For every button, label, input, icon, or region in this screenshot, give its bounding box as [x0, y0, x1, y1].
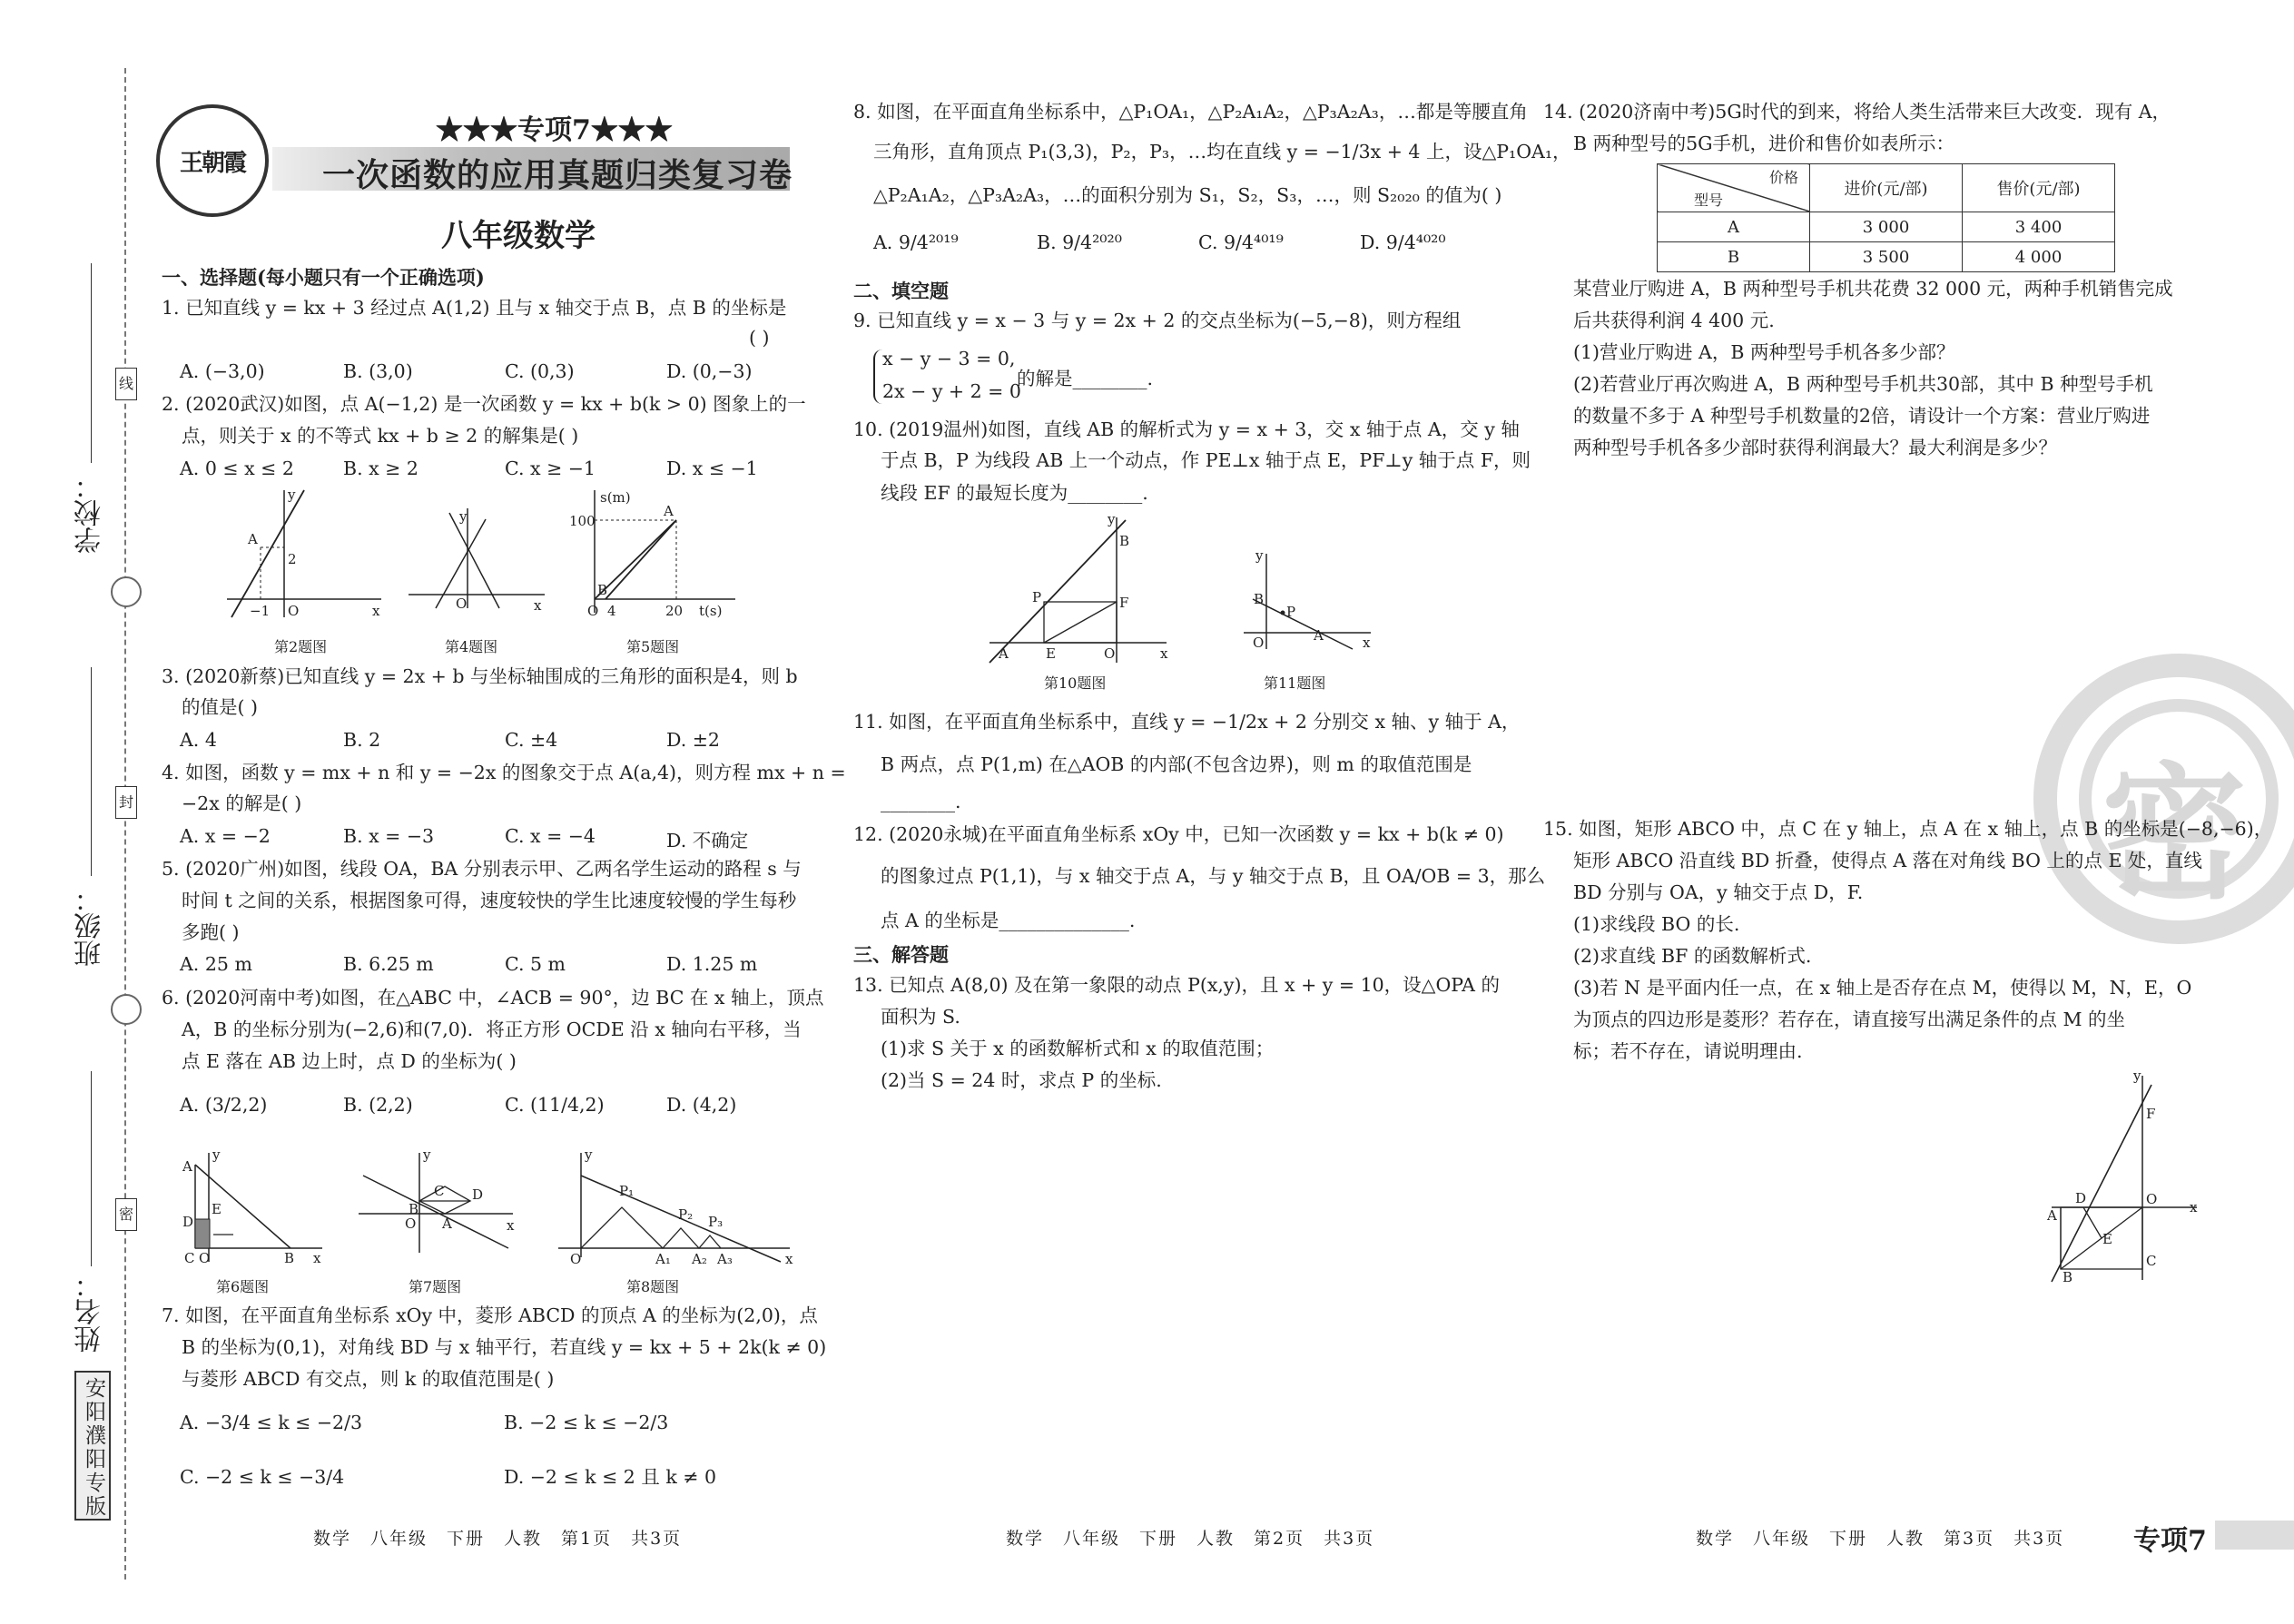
q8-text-1: 8. 如图，在平面直角坐标系中，△P₁OA₁，△P₂A₁A₂，△P₃A₂A₃，…都是等腰直角 — [853, 101, 1528, 123]
fig8-label-a3: A₃ — [717, 1251, 733, 1267]
q2-option-b: B. x ≥ 2 — [343, 458, 418, 479]
fig7-label-b: B — [409, 1201, 419, 1217]
table-row — [1658, 242, 2115, 272]
caption-fig10: 第10题图 — [1044, 674, 1107, 692]
q15-text-7: 为顶点的四边形是菱形？若存在，请直接写出满足条件的点 M 的坐 — [1573, 1009, 2126, 1030]
figure-8 — [554, 1148, 794, 1266]
q2-options — [180, 458, 758, 479]
q13-text-1: 13. 已知点 A(8,0) 及在第一象限的动点 P(x,y)，且 x + y = 10，设△OPA 的 — [853, 974, 1500, 996]
q9-brace — [873, 349, 882, 404]
fig15-label-a: A — [2047, 1207, 2057, 1224]
fig15-label-e: E — [2102, 1231, 2112, 1247]
q4-option-b: B. x = −3 — [343, 825, 435, 847]
q15-text-1: 15. 如图，矩形 ABCO 中，点 C 在 y 轴上，点 A 在 x 轴上，点 B 的坐标是(−8,−6)， — [1543, 818, 2273, 840]
q5-text-1: 5. (2020广州)如图，线段 OA，BA 分别表示甲、乙两名学生运动的路程 s 与 — [162, 858, 802, 880]
q8-text-3: △P₂A₁A₂，△P₃A₂A₃，…的面积分别为 S₁，S₂，S₃，…，则 S₂₀₂₀ 的值为( ) — [873, 184, 1502, 206]
fig10-label-x: x — [1160, 645, 1168, 662]
q1-option-b: B. (3,0) — [343, 360, 413, 382]
q6-option-d: D. (4,2) — [666, 1094, 737, 1116]
binding-dashed-line — [124, 68, 126, 1580]
seal-mark-line: 线 — [115, 368, 137, 400]
q3-option-b: B. 2 — [343, 729, 381, 751]
q6-option-b: B. (2,2) — [343, 1094, 413, 1116]
q7-option-d: D. −2 ≤ k ≤ 2 且 k ≠ 0 — [504, 1466, 717, 1488]
q4-option-a: A. x = −2 — [180, 825, 271, 847]
fig6-label-o: O — [199, 1250, 211, 1266]
q12-text-3: 点 A 的坐标是______________. — [881, 910, 1136, 931]
table-cell-cost: 3 000 — [1810, 212, 1963, 242]
q14-text-1: 14. (2020济南中考)5G时代的到来，将给人类生活带来巨大改变．现有 A， — [1543, 101, 2171, 123]
fig7-label-o: O — [405, 1216, 417, 1232]
fig7-label-x: x — [507, 1217, 515, 1234]
fig8-label-p1: P₁ — [619, 1183, 635, 1199]
fig15-label-y: y — [2133, 1068, 2141, 1084]
caption-fig5: 第5题图 — [626, 638, 680, 655]
q1-option-a: A. (−3,0) — [180, 360, 265, 382]
q3-text-2: 的值是( ) — [182, 696, 259, 718]
fig2-label-x: x — [372, 603, 380, 619]
fig8-label-p2: P₂ — [678, 1206, 694, 1223]
fig15-label-x: x — [2190, 1199, 2198, 1216]
q15-text-5: (2)求直线 BF 的函数解析式. — [1573, 945, 1812, 967]
series-title: ★★★专项7★★★ — [436, 114, 673, 146]
fig8-label-p3: P₃ — [708, 1214, 724, 1230]
fig10-label-e: E — [1046, 645, 1056, 662]
section-choice: 一、选择题(每小题只有一个正确选项) — [162, 266, 485, 289]
q14-text-7: 的数量不多于 A 种型号手机数量的2倍，请设计一个方案：营业厅购进 — [1573, 405, 2151, 427]
fig8-label-x: x — [785, 1251, 793, 1267]
q7-text-2: B 的坐标为(0,1)，对角线 BD 与 x 轴平行，若直线 y = kx + 5 + 2k(k ≠ 0) — [182, 1336, 827, 1358]
fig5-label-o: O — [587, 603, 599, 619]
q3-text-1: 3. (2020新蔡)已知直线 y = 2x + b 与坐标轴围成的三角形的面积是4，则 b — [162, 665, 798, 687]
q1-option-d: D. (0,−3) — [666, 360, 753, 382]
caption-fig7: 第7题图 — [409, 1278, 462, 1295]
q4-text-1: 4. 如图，函数 y = mx + n 和 y = −2x 的图象交于点 A(a,4)，则方程 mx + n = — [162, 762, 846, 783]
q5-option-b: B. 6.25 m — [343, 953, 434, 975]
figure-4 — [409, 508, 549, 613]
fig5-label-b: B — [597, 582, 608, 598]
fig5-label-4: 4 — [607, 603, 616, 619]
fig6-label-a: A — [182, 1158, 192, 1175]
fig11-label-o: O — [1253, 635, 1265, 651]
q3-option-d: D. ±2 — [666, 729, 720, 751]
table-header-cost: 进价(元/部) — [1810, 164, 1963, 212]
fig10-label-y: y — [1108, 511, 1116, 527]
fig8-label-o: O — [570, 1251, 582, 1267]
fig6-label-b: B — [284, 1250, 295, 1266]
caption-fig2: 第2题图 — [274, 638, 328, 655]
q4-option-c: C. x = −4 — [505, 825, 596, 847]
q11-text-1: 11. 如图，在平面直角坐标系中，直线 y = −1/2x + 2 分别交 x 轴、y 轴于 A， — [853, 711, 1521, 733]
table-corner — [1658, 164, 1810, 212]
q14-text-3: 某营业厅购进 A，B 两种型号手机共花费 32 000 元，两种手机销售完成 — [1573, 278, 2173, 300]
fig10-label-f: F — [1119, 595, 1129, 611]
name-blank — [91, 1071, 92, 1266]
fig5-label-20: 20 — [665, 603, 684, 619]
brand-logo: 王朝霞 — [156, 104, 269, 217]
figure-10 — [989, 513, 1171, 667]
fig7-label-y: y — [423, 1147, 431, 1163]
q10-text-3: 线段 EF 的最短长度为________. — [881, 482, 1148, 504]
q2-option-c: C. x ≥ −1 — [505, 458, 596, 479]
q15-text-8: 标；若不存在，请说明理由. — [1573, 1040, 1803, 1062]
q7-option-b: B. −2 ≤ k ≤ −2/3 — [504, 1412, 669, 1433]
table-cell-price: 3 400 — [1963, 212, 2115, 242]
q1-blank: ( ) — [749, 327, 770, 349]
table-row — [1658, 212, 2115, 242]
q10-text-2: 于点 B，P 为线段 AB 上一个动点，作 PE⊥x 轴于点 E，PF⊥y 轴于点 F，则 — [881, 449, 1531, 471]
fig4-label-y: y — [459, 508, 468, 525]
table-corner-bottom: 型号 — [1694, 192, 1724, 209]
q11-text-2: B 两点，点 P(1,m) 在△AOB 的内部(不包含边界)，则 m 的取值范围是 — [881, 753, 1472, 775]
fig6-label-x: x — [313, 1250, 321, 1266]
q3-options — [180, 729, 720, 751]
fig2-label-y: y — [288, 487, 296, 503]
watermark-glyph: 密 — [2102, 748, 2248, 919]
school-label: 学校： — [74, 472, 106, 554]
caption-fig4: 第4题图 — [445, 638, 498, 655]
fig5-label-100: 100 — [569, 513, 596, 529]
q9-equation-2: 2x − y + 2 = 0 — [882, 380, 1021, 402]
q4-option-d: D. 不确定 — [666, 830, 749, 851]
q5-option-c: C. 5 m — [505, 953, 566, 975]
binding-hole-icon — [111, 576, 142, 607]
subject-title: 八年级数学 — [441, 218, 596, 254]
footer-tag-bar — [2215, 1521, 2294, 1550]
seal-mark-secret: 密 — [115, 1198, 137, 1231]
fig2-label-a: A — [248, 531, 258, 547]
fig10-label-o: O — [1104, 645, 1116, 662]
q4-options — [180, 825, 748, 852]
table-header-price: 售价(元/部) — [1963, 164, 2115, 212]
q9-equation-1: x − y − 3 = 0, — [882, 348, 1016, 369]
q2-option-d: D. x ≤ −1 — [666, 458, 758, 479]
fig10-label-p: P — [1032, 589, 1042, 605]
fig8-label-y: y — [585, 1147, 593, 1163]
q8-text-2: 三角形，直角顶点 P₁(3,3)，P₂，P₃，…均在直线 y = −1/3x + 4 上，设△P₁OA₁， — [873, 141, 1571, 162]
q5-options — [180, 953, 757, 975]
fig15-label-c: C — [2146, 1253, 2157, 1269]
figure-15 — [2043, 1068, 2201, 1285]
q9-tail: 的解是________. — [1017, 368, 1154, 389]
q10-text-1: 10. (2019温州)如图，直线 AB 的解析式为 y = x + 3，交 x 轴于点 A，交 y 轴 — [853, 418, 1520, 440]
fig11-label-p: P — [1286, 604, 1296, 620]
seal-mark-seal: 封 — [115, 786, 137, 819]
q5-text-3: 多跑( ) — [182, 921, 240, 943]
caption-fig6: 第6题图 — [216, 1278, 270, 1295]
fig11-label-b: B — [1254, 591, 1265, 607]
table-cell-model: B — [1658, 242, 1810, 272]
q15-text-3: BD 分别与 OA，y 轴交于点 D，F. — [1573, 881, 1864, 903]
q15-text-6: (3)若 N 是平面内任一点，在 x 轴上是否存在点 M，使得以 M，N，E，O — [1573, 977, 2192, 999]
figure-6 — [177, 1148, 327, 1266]
section-answer: 三、解答题 — [853, 943, 949, 966]
q3-option-c: C. ±4 — [505, 729, 558, 751]
q13-text-4: (2)当 S = 24 时，求点 P 的坐标. — [881, 1069, 1162, 1091]
caption-fig8: 第8题图 — [626, 1278, 680, 1295]
q15-text-2: 矩形 ABCO 沿直线 BD 折叠，使得点 A 落在对角线 BO 上的点 E 处，直线 — [1573, 850, 2202, 871]
q2-option-a: A. 0 ≤ x ≤ 2 — [180, 458, 294, 479]
q8-option-d: D. 9/4⁴⁰²⁰ — [1360, 231, 1446, 253]
fig8-label-a1: A₁ — [655, 1251, 671, 1267]
fig11-label-a: A — [1314, 627, 1324, 644]
fig6-label-e: E — [212, 1201, 222, 1217]
q3-option-a: A. 4 — [180, 729, 217, 751]
fig11-label-y: y — [1255, 547, 1264, 564]
q8-options — [873, 231, 1446, 253]
fig10-label-a: A — [999, 645, 1009, 662]
fig5-label-a: A — [664, 503, 674, 519]
q5-text-2: 时间 t 之间的关系，根据图象可得，速度较快的学生比速度较慢的学生每秒 — [182, 890, 797, 911]
figure-11 — [1239, 549, 1375, 658]
fig15-label-b: B — [2063, 1269, 2073, 1285]
figure-2 — [222, 486, 386, 622]
name-label: 姓名： — [74, 1271, 106, 1353]
footer-page-2: 数学 八年级 下册 人教 第2页 共3页 — [1006, 1529, 1375, 1549]
q14-text-5: (1)营业厅购进 A，B 两种型号手机各多少部？ — [1573, 341, 1955, 363]
figure-7 — [354, 1148, 517, 1257]
figure-5 — [567, 486, 740, 622]
q1-options — [180, 360, 753, 382]
fig5-label-t: t(s) — [699, 603, 723, 619]
fig2-label-o: O — [288, 603, 300, 619]
edition-label: 安阳濮阳专版 — [74, 1371, 111, 1521]
caption-fig11: 第11题图 — [1264, 674, 1326, 692]
class-blank — [91, 667, 92, 876]
q8-option-a: A. 9/4²⁰¹⁹ — [873, 231, 959, 253]
fig11-label-x: x — [1363, 635, 1371, 651]
q13-text-3: (1)求 S 关于 x 的函数解析式和 x 的取值范围； — [881, 1038, 1275, 1059]
q13-text-2: 面积为 S. — [881, 1006, 960, 1028]
section-fill: 二、填空题 — [853, 280, 949, 302]
q6-options — [180, 1094, 736, 1116]
price-table — [1657, 163, 2115, 272]
q6-option-a: A. (3/2,2) — [180, 1094, 268, 1116]
fig15-label-f: F — [2146, 1106, 2156, 1122]
q14-text-8: 两种型号手机各多少部时获得利润最大？最大利润是多少？ — [1573, 437, 2057, 458]
fig10-label-b: B — [1119, 533, 1130, 549]
q6-text-1: 6. (2020河南中考)如图，在△ABC 中，∠ACB = 90°，边 BC 在 x 轴上，顶点 — [162, 987, 824, 1009]
q14-text-6: (2)若营业厅再次购进 A，B 两种型号手机共30部，其中 B 种型号手机 — [1573, 373, 2153, 395]
q6-text-3: 点 E 落在 AB 边上时，点 D 的坐标为( ) — [182, 1050, 517, 1072]
q14-text-2: B 两种型号的5G手机，进价和售价如表所示： — [1573, 133, 1954, 154]
paper-title: 一次函数的应用真题归类复习卷 — [322, 156, 793, 194]
q7-option-c: C. −2 ≤ k ≤ −3/4 — [180, 1466, 345, 1488]
fig6-label-y: y — [212, 1147, 221, 1163]
fig2-label-2: 2 — [288, 551, 297, 567]
fig8-label-a2: A₂ — [692, 1251, 707, 1267]
q8-option-b: B. 9/4²⁰²⁰ — [1037, 231, 1122, 253]
fig6-label-d: D — [182, 1214, 194, 1230]
q2-text-2: 点，则关于 x 的不等式 kx + b ≥ 2 的解集是( ) — [182, 425, 579, 447]
fig7-label-d: D — [472, 1186, 484, 1203]
fig15-label-o: O — [2146, 1191, 2158, 1207]
fig7-label-c: C — [434, 1183, 445, 1199]
q5-option-a: A. 25 m — [180, 953, 252, 975]
q7-text-3: 与菱形 ABCD 有交点，则 k 的取值范围是( ) — [182, 1368, 555, 1390]
q1-text: 1. 已知直线 y = kx + 3 经过点 A(1,2) 且与 x 轴交于点 B，点 B 的坐标是 — [162, 297, 787, 319]
footer-page-1: 数学 八年级 下册 人教 第1页 共3页 — [313, 1529, 683, 1549]
table-corner-top: 价格 — [1768, 169, 1798, 186]
fig7-label-a: A — [442, 1216, 452, 1232]
table-cell-model: A — [1658, 212, 1810, 242]
binding-hole-icon — [111, 994, 142, 1025]
q9-text-1: 9. 已知直线 y = x − 3 与 y = 2x + 2 的交点坐标为(−5,−8)，则方程组 — [853, 310, 1462, 331]
q6-option-c: C. (11/4,2) — [505, 1094, 605, 1116]
q2-text-1: 2. (2020武汉)如图，点 A(−1,2) 是一次函数 y = kx + b(k > 0) 图象上的一 — [162, 393, 806, 415]
q7-text-1: 7. 如图，在平面直角坐标系 xOy 中，菱形 ABCD 的顶点 A 的坐标为(2,0)，点 — [162, 1304, 818, 1326]
q6-text-2: A，B 的坐标分别为(−2,6)和(7,0)．将正方形 OCDE 沿 x 轴向右平移，当 — [182, 1019, 802, 1040]
fig6-label-c: C — [184, 1250, 195, 1266]
q7-option-a: A. −3/4 ≤ k ≤ −2/3 — [180, 1412, 363, 1433]
q14-text-4: 后共获得利润 4 400 元. — [1573, 310, 1775, 331]
q15-text-4: (1)求线段 BO 的长. — [1573, 913, 1740, 935]
footer-page-3: 数学 八年级 下册 人教 第3页 共3页 — [1696, 1529, 2065, 1549]
table-cell-price: 4 000 — [1963, 242, 2115, 272]
q11-text-3: ________. — [881, 791, 961, 812]
fig2-label-neg1: −1 — [250, 603, 271, 619]
q1-option-c: C. (0,3) — [505, 360, 575, 382]
q5-option-d: D. 1.25 m — [666, 953, 758, 975]
q12-text-2: 的图象过点 P(1,1)，与 x 轴交于点 A，与 y 轴交于点 B，且 OA/OB = 3，那么 — [881, 865, 1546, 887]
q8-option-c: C. 9/4⁴⁰¹⁹ — [1198, 231, 1284, 253]
school-blank — [91, 263, 92, 463]
fig4-label-x: x — [534, 597, 542, 614]
class-label: 班级： — [74, 885, 106, 967]
q4-text-2: −2x 的解是( ) — [182, 792, 302, 814]
q12-text-1: 12. (2020永城)在平面直角坐标系 xOy 中，已知一次函数 y = kx + b(k ≠ 0) — [853, 823, 1504, 845]
fig5-label-s: s(m) — [600, 489, 631, 506]
footer-tag: 专项7 — [2133, 1525, 2207, 1557]
fig15-label-d: D — [2075, 1190, 2087, 1206]
fig4-label-o: O — [456, 595, 468, 612]
table-cell-cost: 3 500 — [1810, 242, 1963, 272]
